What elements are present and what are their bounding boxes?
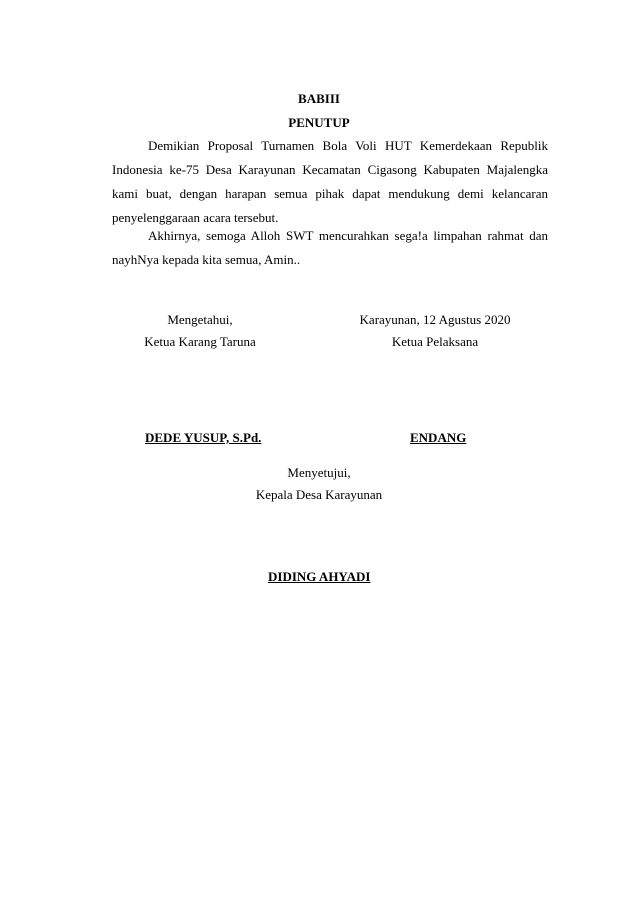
paragraph-line: kami buat, dengan harapan semua pihak dapat mendukung demi kelancaran [112, 186, 548, 201]
signature-left-block [120, 309, 280, 353]
signature-center-block [219, 462, 419, 506]
paragraph-line: Akhirnya, semoga Alloh SWT mencurahkan sega!a limpahan rahmat dan [148, 228, 548, 243]
chapter-heading: BABIII [298, 91, 340, 106]
signature-right-block [340, 309, 530, 353]
paragraph-line: Demikian Proposal Turnamen Bola Voli HUT Kemerdekaan Republik [148, 138, 548, 153]
paragraph-line: nayhNya kepada kita semua, Amin.. [112, 252, 301, 267]
paragraph-closing [112, 134, 548, 230]
chapter-title: PENUTUP [288, 115, 350, 130]
paragraph-line: Indonesia ke-75 Desa Karayunan Kecamatan Cigasong Kabupaten Majalengka [112, 162, 548, 177]
signature-right-name: ENDANG [410, 430, 467, 445]
signature-left-role: Ketua Karang Taruna [144, 334, 256, 349]
signature-center-label: Menyetujui, [287, 465, 351, 480]
paragraph-line: penyelenggaraan acara tersebut. [112, 210, 279, 225]
paragraph-prayer [112, 224, 548, 272]
signature-left-name: DEDE YUSUP, S.Pd. [145, 430, 262, 445]
signature-center-name: DIDING AHYADI [268, 569, 371, 584]
signature-left-label: Mengetahui, [167, 312, 233, 327]
signature-right-role: Ketua Pelaksana [391, 334, 479, 349]
signature-center-role: Kepala Desa Karayunan [255, 487, 383, 502]
signature-right-date: Karayunan, 12 Agustus 2020 [359, 312, 511, 327]
